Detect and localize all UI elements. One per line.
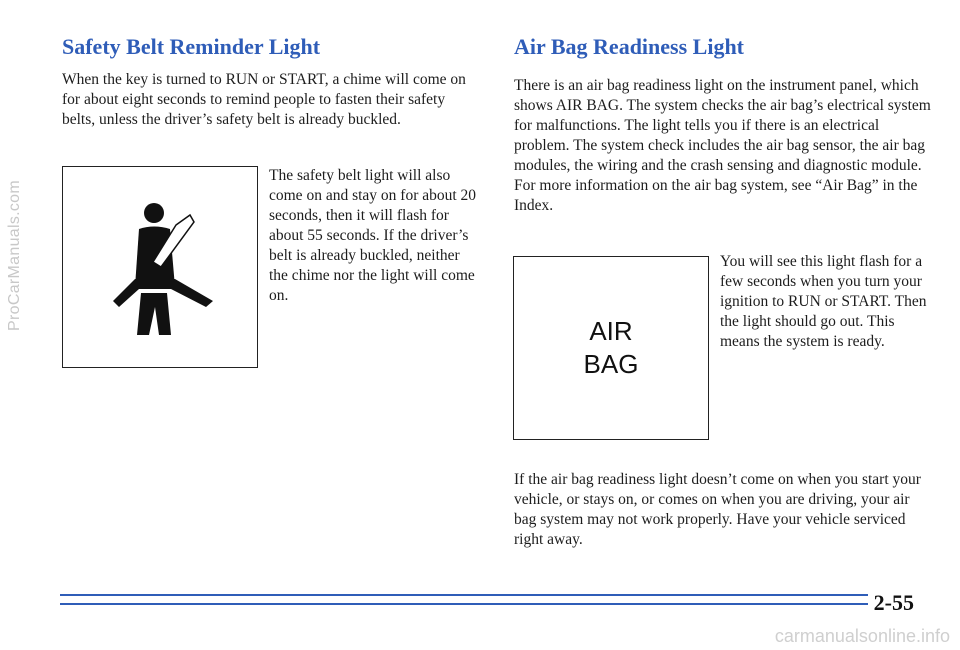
footer-rule-bottom: [60, 603, 868, 605]
safety-belt-person-icon: [63, 167, 257, 367]
air-bag-indicator-line2: BAG: [583, 349, 639, 379]
air-bag-heading: Air Bag Readiness Light: [514, 34, 745, 59]
air-bag-intro: There is an air bag readiness light on the instrument panel, which shows AIR BAG. The system checks the air bag’s electrical system for malfunctions. The light tells you if there is an electrical problem. The system check includes the air bag sensor, the air bag modules, the wiring and the crash sensing and diagnostic module. For more information on the air bag system, see “Air Bag” in the Index.: [514, 77, 931, 214]
air-bag-indicator-box: [513, 256, 709, 440]
footer-rule-top: [60, 594, 868, 596]
air-bag-closing: If the air bag readiness light doesn’t come on when you start your vehicle, or stays on, or comes on when you are driving, your air bag system may not work properly. Have your vehicle serviced right away.: [514, 471, 921, 548]
page-number: 2-55: [873, 590, 914, 615]
safety-belt-intro: When the key is turned to RUN or START, a chime will come on for about eight seconds to remind people to fasten their safety belts, unless the driver’s safety belt is already buckled.: [62, 71, 466, 128]
bottom-watermark: carmanualsonline.info: [774, 626, 950, 646]
air-bag-indicator-text: [514, 315, 708, 381]
safety-belt-side-text: The safety belt light will also come on and stay on for about 20 seconds, then it will flash for about 55 seconds. If the driver’s belt is already buckled, neither the chime nor the light will come on.: [269, 167, 477, 304]
safety-belt-illustration: [62, 166, 258, 368]
air-bag-side-text: You will see this light flash for a few seconds when you turn your ignition to RUN or START. Then the light should go out. This means the system is ready.: [720, 253, 927, 350]
air-bag-indicator-line1: AIR: [589, 316, 633, 346]
safety-belt-heading: Safety Belt Reminder Light: [62, 34, 321, 59]
side-watermark: ProCarManuals.com: [6, 180, 23, 331]
